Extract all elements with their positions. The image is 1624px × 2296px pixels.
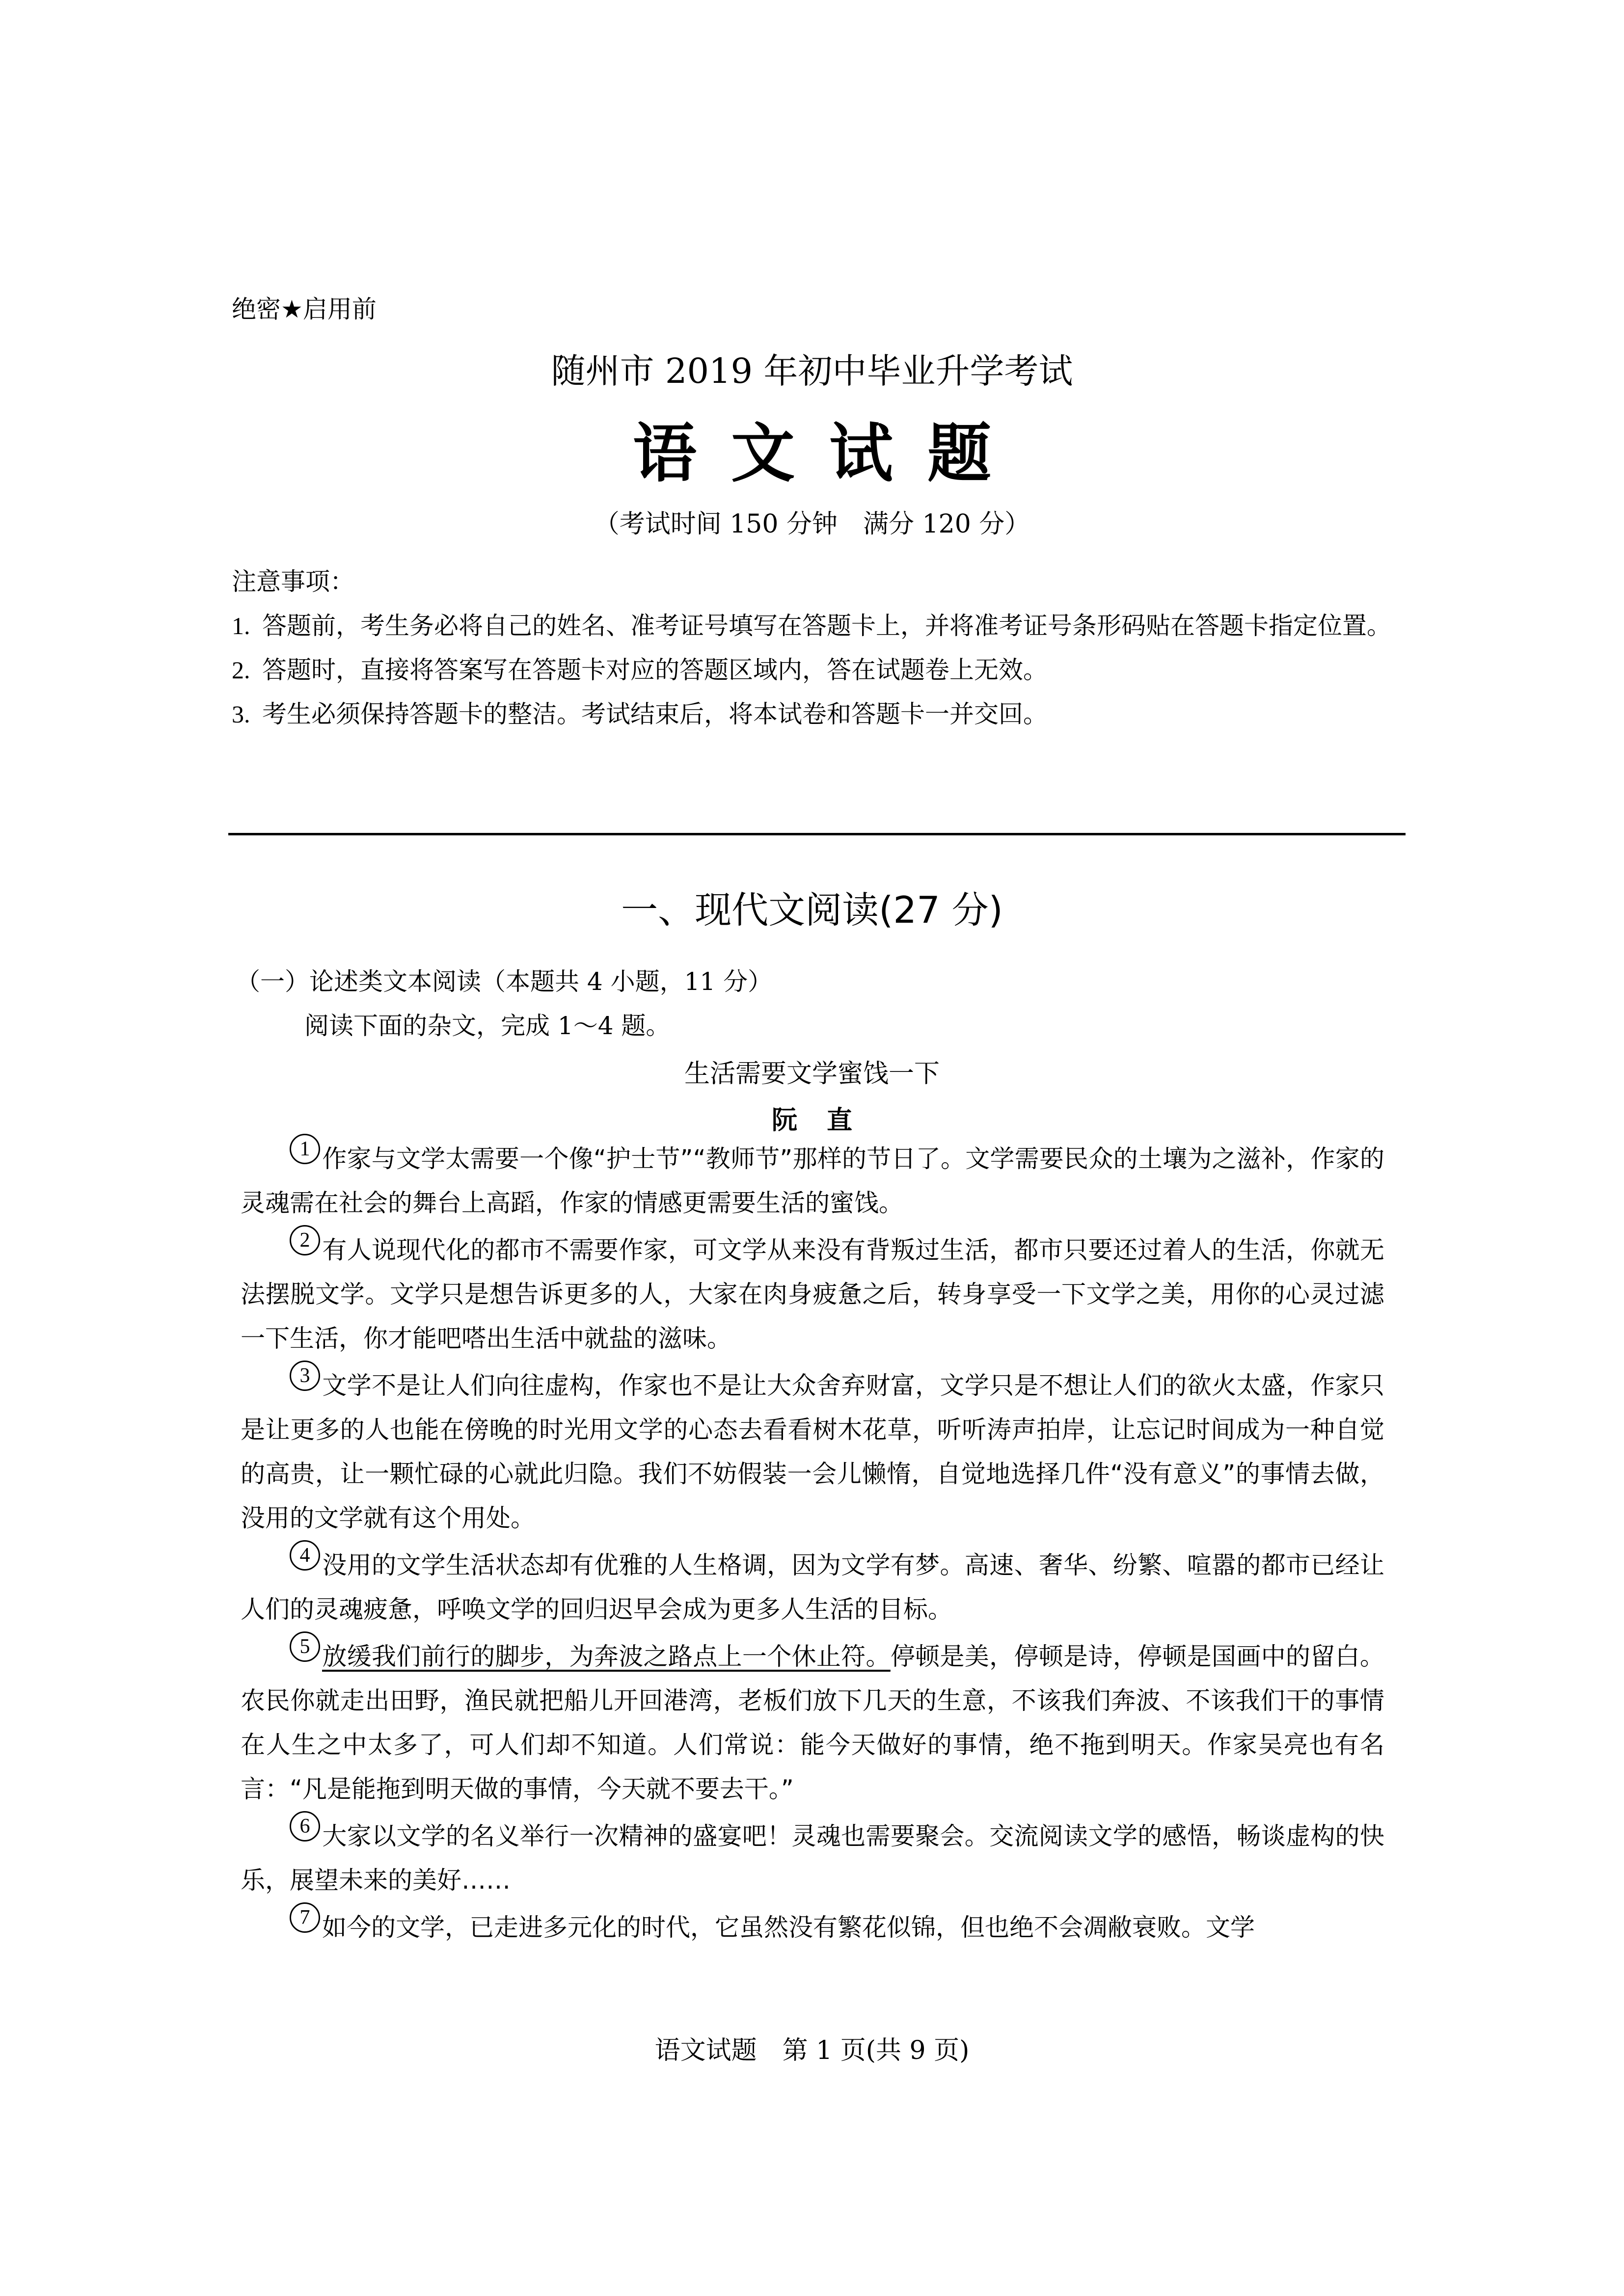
notice-heading: 注意事项： [232, 567, 354, 596]
paragraph [241, 1225, 1384, 1361]
subject-title: 语文试题 [632, 416, 1026, 491]
paragraph [241, 1134, 1384, 1225]
paragraph-number-circle: 6 [290, 1811, 320, 1842]
paragraph-text: 有人说现代化的都市不需要作家，可文学从来没有背叛过生活，都市只要还过着人的生活，你就无法摆脱文学。文学只是想告诉更多的人，大家在肉身疲惫之后，转身享受一下文学之美，用你的心灵过滤一下生活，你才能吧嗒出生活中就盐的滋味。 [241, 1236, 1384, 1353]
paragraph-text: 如今的文学，已走进多元化的时代，它虽然没有繁花似锦，但也绝不会凋敝衰败。文学 [322, 1913, 1255, 1942]
paragraph-text: 作家与文学太需要一个像“护士节”“教师节”那样的节日了。文学需要民众的土壤为之滋补，作家的灵魂需在社会的舞台上高蹈，作家的情感更需要生活的蜜饯。 [241, 1145, 1384, 1217]
underlined-sentence: 放缓我们前行的脚步，为奔波之路点上一个休止符。 [322, 1642, 891, 1671]
notice-item [232, 648, 1410, 692]
notice-number: 1. [232, 612, 250, 640]
notice-item [232, 692, 1410, 736]
notice-text: 考生必须保持答题卡的整洁。考试结束后，将本试卷和答题卡一并交回。 [262, 700, 1048, 728]
paragraph-number-circle: 1 [290, 1134, 320, 1164]
paragraph [241, 1540, 1384, 1631]
page-footer: 语文试题 第 1 页(共 9 页) [654, 2036, 970, 2065]
paragraph [241, 1361, 1384, 1540]
exam-info: （考试时间 150 分钟 满分 120 分） [594, 509, 1030, 539]
paragraph-text: 文学不是让人们向往虚构，作家也不是让大众舍弃财富，文学只是不想让人们的欲火太盛，作家只是让更多的人也能在傍晚的时光用文学的心态去看看树木花草，听听涛声拍岸，让忘记时间成为一种自觉的高贵，让一颗忙碌的心就此归隐。我们不妨假装一会儿懒惰，自觉地选择几件“没有意义”的事情去做，没用的文学就有这个用处。 [241, 1371, 1384, 1532]
paragraph-number-circle: 7 [290, 1902, 320, 1933]
article-body [241, 1134, 1384, 1949]
part-heading: （一）论述类文本阅读（本题共 4 小题，11 分） [236, 967, 773, 996]
paragraph [241, 1902, 1384, 1949]
notice-list [232, 604, 1410, 736]
paragraph [241, 1811, 1384, 1902]
notice-number: 3. [232, 700, 250, 728]
paragraph-number-circle: 3 [290, 1361, 320, 1391]
section-title: 一、现代文阅读(27 分) [621, 888, 1003, 932]
article-author: 阮直 [771, 1106, 882, 1135]
divider-line [228, 833, 1406, 835]
paragraph-text: 没用的文学生活状态却有优雅的人生格调，因为文学有梦。高速、奢华、纷繁、喧嚣的都市已经让人们的灵魂疲惫，呼唤文学的回归迟早会成为更多人生活的目标。 [241, 1551, 1384, 1624]
paragraph-text: 大家以文学的名义举行一次精神的盛宴吧！灵魂也需要聚会。交流阅读文学的感悟，畅谈虚构的快乐，展望未来的美好…… [241, 1822, 1384, 1895]
reading-instruction: 阅读下面的杂文，完成 1～4 题。 [304, 1012, 671, 1040]
exam-title: 随州市 2019 年初中毕业升学考试 [551, 351, 1073, 391]
notice-text: 答题时，直接将答案写在答题卡对应的答题区域内，答在试题卷上无效。 [262, 656, 1048, 684]
notice-item [232, 604, 1410, 648]
article-title: 生活需要文学蜜饯一下 [684, 1059, 940, 1089]
paragraph-number-circle: 4 [290, 1540, 320, 1571]
confidential-label: 绝密★启用前 [232, 295, 377, 323]
notice-number: 2. [232, 656, 250, 684]
paragraph-text: 停顿是美，停顿是诗，停顿是国画中的留白。农民你就走出田野，渔民就把船儿开回港湾，老板们放下几天的生意，不该我们奔波、不该我们干的事情在人生之中太多了，可人们却不知道。人们常说：能今天做好的事情，绝不拖到明天。作家吴亮也有名言：“凡是能拖到明天做的事情，今天就不要去干。” [241, 1642, 1385, 1803]
paragraph [241, 1631, 1384, 1811]
paragraph-number-circle: 2 [290, 1225, 320, 1255]
notice-text: 答题前，考生务必将自己的姓名、准考证号填写在答题卡上，并将准考证号条形码贴在答题卡指定位置。 [262, 612, 1391, 640]
paragraph-number-circle: 5 [290, 1631, 320, 1662]
